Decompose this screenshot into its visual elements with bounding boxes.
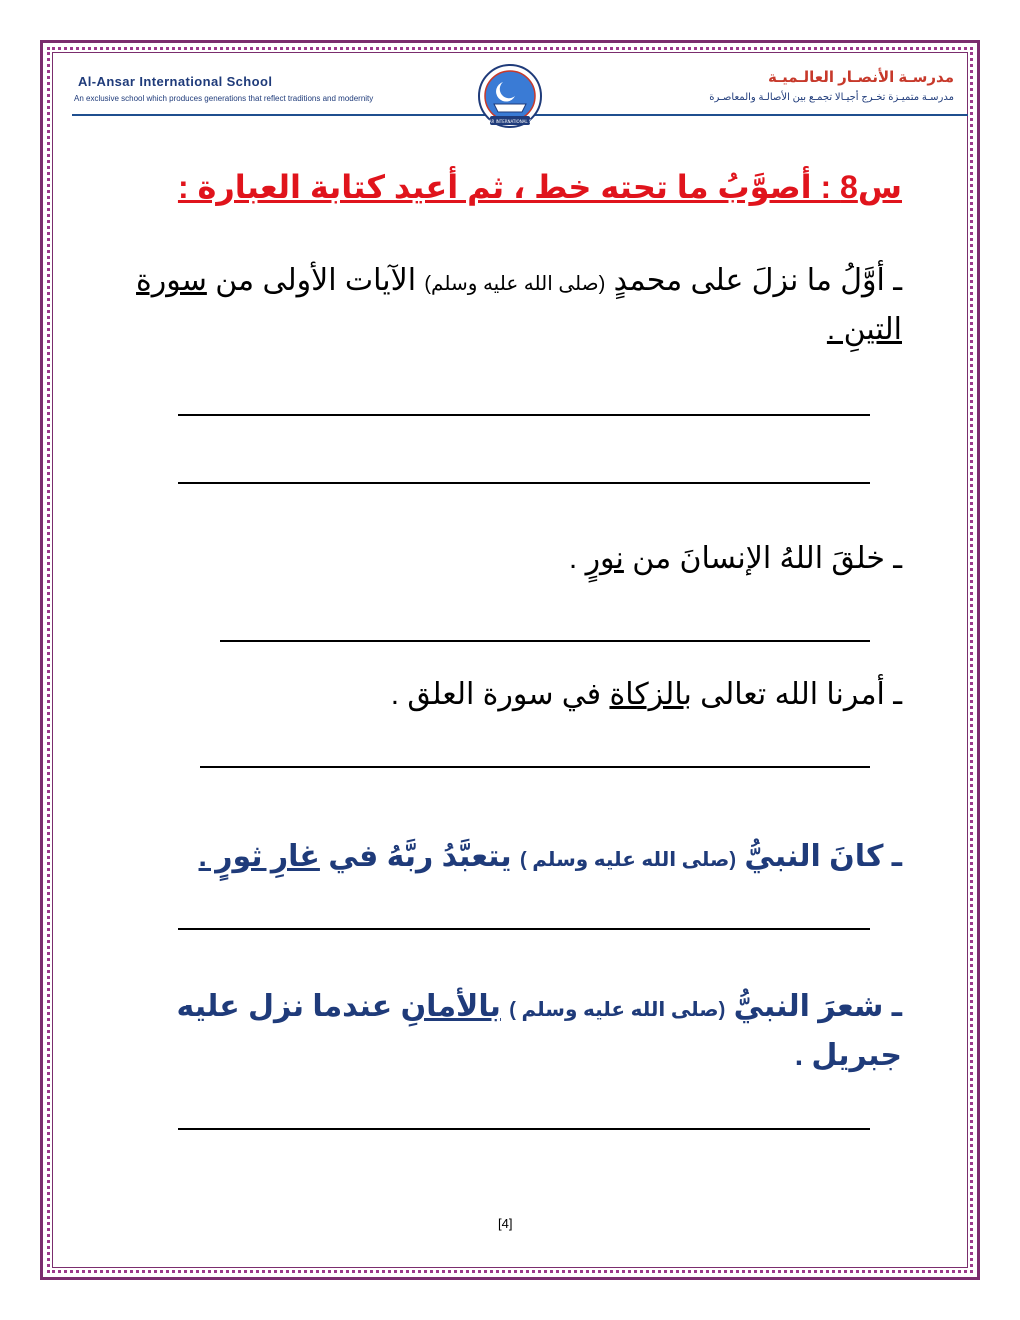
item-1-text-start: ـ أوَّلُ ما نزلَ على محمدٍ [613,264,902,297]
item-5-honorific: (صلى الله عليه وسلم ) [509,999,726,1021]
item-5-text-end: عندما نزل عليه جبريل . [176,990,902,1072]
exercise-item-1 [117,258,902,353]
page-number: [4] [498,1216,513,1231]
item-4-honorific: (صلى الله عليه وسلم ) [520,849,737,871]
school-tagline-en: An exclusive school which produces generations that reflect traditions and modernity [74,94,374,103]
answer-line-4[interactable] [178,928,870,930]
school-name-en: Al-Ansar International School [78,74,273,89]
answer-line-1b[interactable] [178,482,870,484]
item-1-text-middle: الآيات الأولى من [206,264,425,297]
item-5-text-start: ـ شعرَ النبيُّ [733,990,902,1023]
exercise-item-2 [569,536,902,582]
item-3-underlined-phrase: بالزكاة [609,678,692,711]
item-3-text-end: في سورة العلق . [390,678,610,711]
item-2-underlined-phrase: نورٍ [585,542,624,575]
logo-caption: AL-ANSAR INTERNATIONAL SCHOOL [474,119,546,124]
school-logo-icon [470,62,550,132]
page-border [40,40,980,1280]
item-4-text-middle: يتعبَّدُ ربَّهُ في [319,840,521,873]
school-name-ar: مدرسـة الأنصـار العالـميـة [767,69,954,86]
item-4-text-start: ـ كانَ النبيُّ [744,840,902,873]
answer-line-5[interactable] [178,1128,870,1130]
school-tagline-ar: مدرسـة متميـزة تخـرج أجيـالا تجمـع بين الأصالـة والمعاصـرة [709,92,954,103]
answer-line-3[interactable] [200,766,870,768]
item-5-underlined-phrase: بالأمانِ [400,990,501,1023]
exercise-item-4 [199,834,902,883]
item-4-underlined-phrase: غارِ ثورٍ . [198,840,320,873]
page-border-inner [52,52,968,1268]
item-2-text-end: . [568,542,586,575]
question-heading: س8 : أصوَّبُ ما تحته خط ، ثم أعيد كتابة العبارة : [177,169,902,205]
item-1-honorific: (صلى الله عليه وسلم) [424,273,606,295]
item-5-text-middle [501,990,509,1023]
answer-line-1a[interactable] [178,414,870,416]
answer-line-2[interactable] [220,640,870,642]
item-3-text-start: ـ أمرنا الله تعالى [691,678,902,711]
item-2-text-start: ـ خلقَ اللهُ الإنسانَ من [623,542,902,575]
exercise-item-3 [391,672,902,718]
item-1-underlined-phrase: سورة التينِ . [136,264,902,346]
exercise-item-5 [164,984,902,1079]
